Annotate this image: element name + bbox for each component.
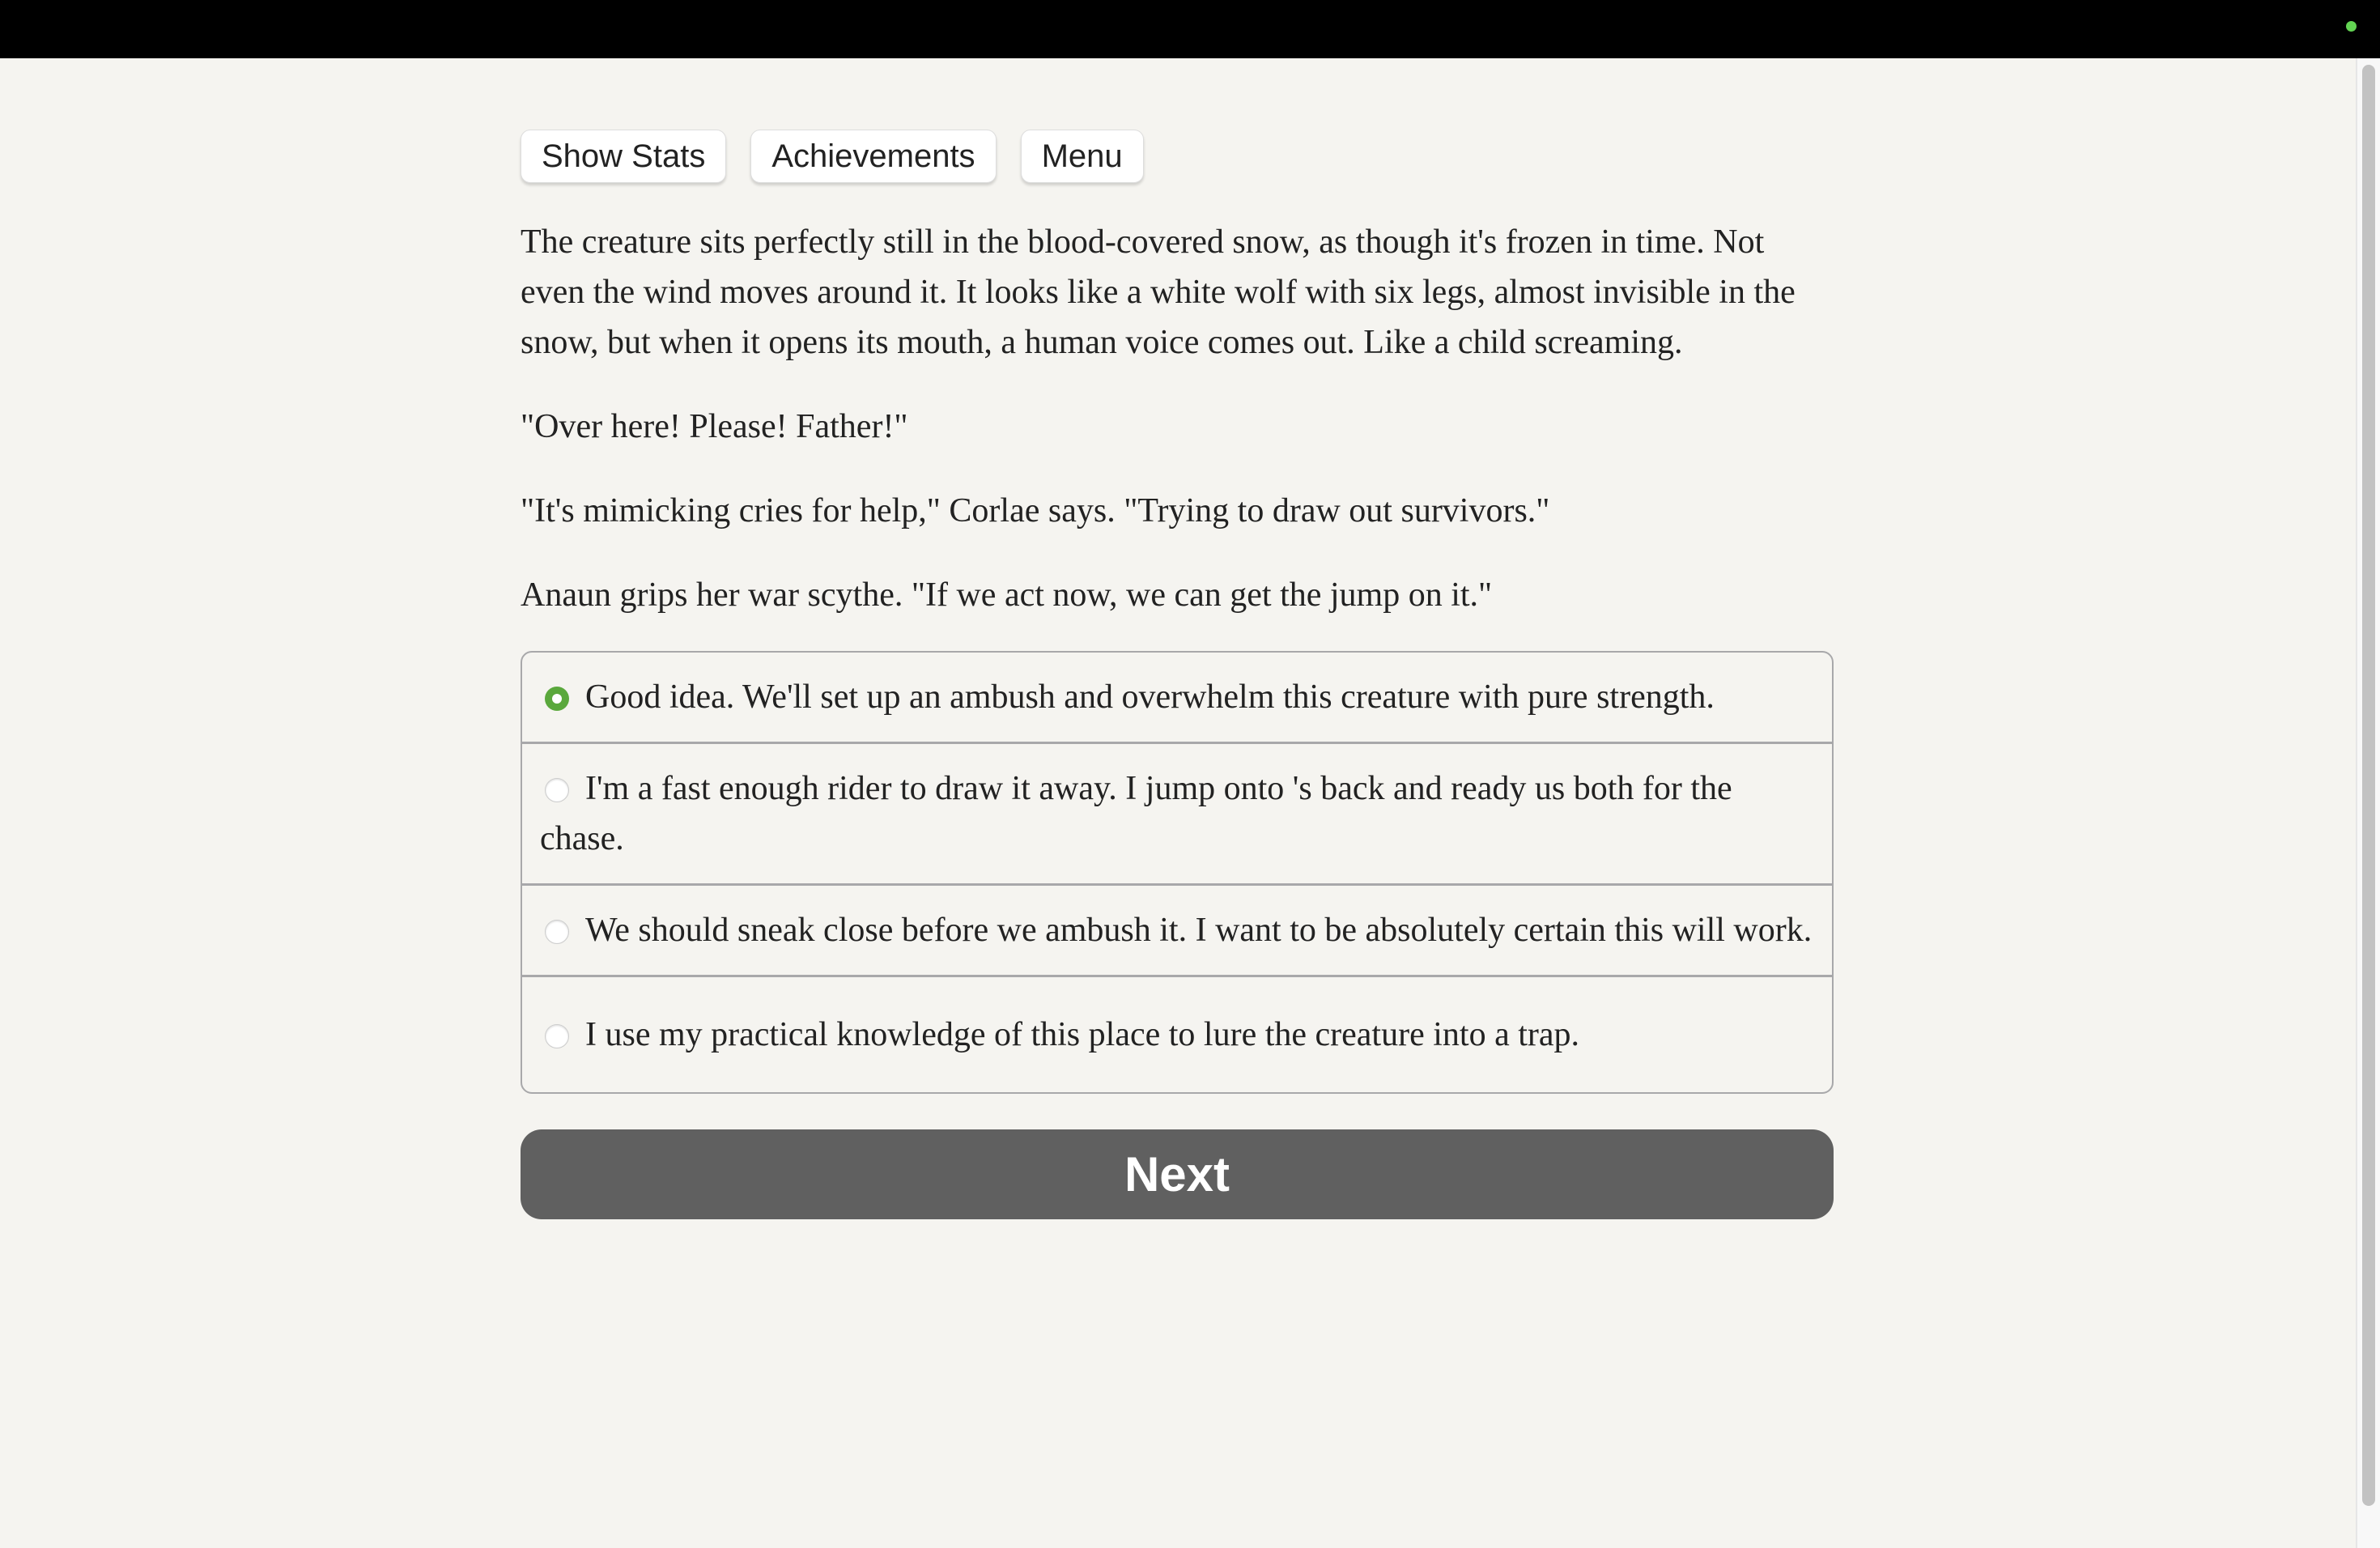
choice-label: I'm a fast enough rider to draw it away. I jump onto 's back and ready us both for the chase.	[540, 770, 1732, 857]
choice-label: I use my practical knowledge of this place to lure the creature into a trap.	[585, 1016, 1580, 1053]
next-button[interactable]: Next	[521, 1129, 1834, 1219]
choice-option[interactable]	[522, 742, 1832, 883]
toolbar	[521, 130, 1834, 183]
scrollbar[interactable]	[2356, 58, 2380, 1548]
choice-list	[521, 651, 1834, 1094]
story-paragraph: "Over here! Please! Father!"	[521, 408, 908, 445]
story-paragraph: Anaun grips her war scythe. "If we act now, we can get the jump on it."	[521, 576, 1493, 614]
story-text	[521, 217, 1834, 620]
game-content	[521, 130, 1834, 1219]
choice-option[interactable]	[522, 653, 1832, 742]
radio-selected-icon[interactable]	[545, 687, 569, 711]
choice-option[interactable]	[522, 975, 1832, 1092]
radio-unselected-icon[interactable]	[545, 1024, 569, 1048]
achievements-button[interactable]: Achievements	[750, 130, 996, 183]
story-paragraph: The creature sits perfectly still in the blood-covered snow, as though it's frozen in time. Not even the wind moves around it. It looks like a white wolf with six legs, almost invisible in the snow, but when it opens its mouth, a human voice comes out. Like a child screaming.	[521, 223, 1796, 361]
choice-label: Good idea. We'll set up an ambush and overwhelm this creature with pure strength.	[585, 678, 1715, 716]
menu-button[interactable]: Menu	[1021, 130, 1144, 183]
top-bar	[0, 0, 2380, 58]
radio-unselected-icon[interactable]	[545, 778, 569, 802]
radio-unselected-icon[interactable]	[545, 920, 569, 944]
choice-option[interactable]	[522, 883, 1832, 975]
choice-label: We should sneak close before we ambush it. I want to be absolutely certain this will work.	[585, 912, 1813, 949]
show-stats-button[interactable]: Show Stats	[521, 130, 726, 183]
story-paragraph: "It's mimicking cries for help," Corlae says. "Trying to draw out survivors."	[521, 492, 1550, 529]
scrollbar-thumb[interactable]	[2362, 65, 2375, 1506]
status-indicator-icon	[2346, 21, 2357, 32]
